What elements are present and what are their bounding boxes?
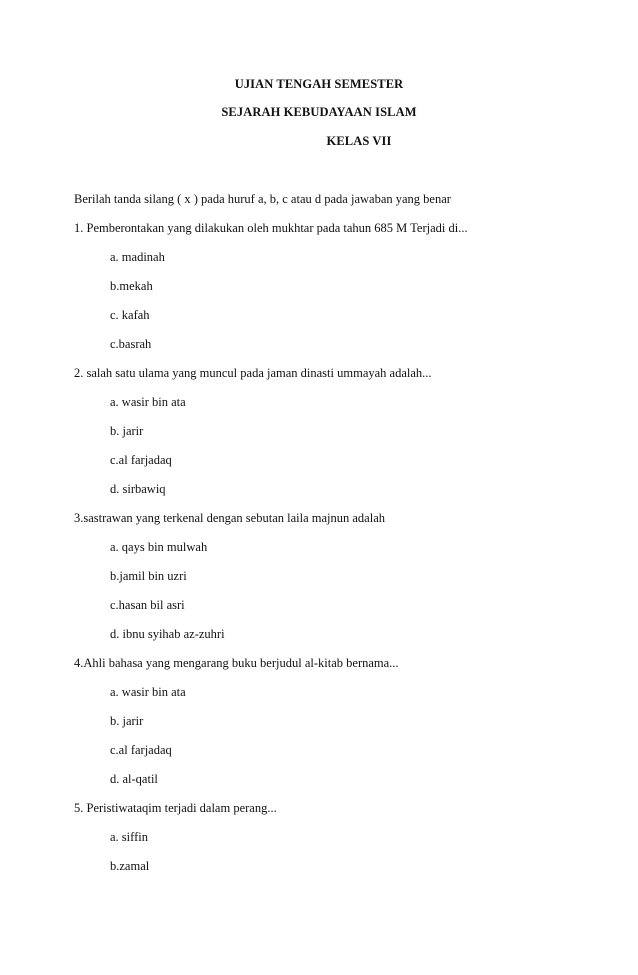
question-2-option-c: c.al farjadaq	[110, 453, 172, 467]
question-2-option-a: a. wasir bin ata	[110, 395, 186, 409]
question-2-option-d: d. sirbawiq	[110, 482, 166, 496]
question-1-option-a: a. madinah	[110, 250, 165, 264]
question-4-option-a: a. wasir bin ata	[110, 685, 186, 699]
question-4-option-b: b. jarir	[110, 714, 144, 728]
exam-subject: SEJARAH KEBUDAYAAN ISLAM	[221, 105, 417, 119]
question-5-option-b: b.zamal	[110, 859, 150, 873]
question-5-option-a: a. siffin	[110, 830, 148, 844]
question-5: 5. Peristiwataqim terjadi dalam perang...	[74, 801, 277, 815]
question-4-option-d: d. al-qatil	[110, 772, 158, 786]
question-3-option-c: c.hasan bil asri	[110, 598, 185, 612]
question-1: 1. Pemberontakan yang dilakukan oleh mukhtar pada tahun 685 M Terjadi di...	[74, 221, 468, 235]
exam-title: UJIAN TENGAH SEMESTER	[234, 77, 404, 91]
question-2: 2. salah satu ulama yang muncul pada jaman dinasti ummayah adalah...	[74, 366, 432, 380]
question-4-option-c: c.al farjadaq	[110, 743, 172, 757]
question-3-option-d: d. ibnu syihab az-zuhri	[110, 627, 225, 641]
exam-class: KELAS VII	[326, 134, 392, 148]
instruction-text: Berilah tanda silang ( x ) pada huruf a, b, c atau d pada jawaban yang benar	[74, 192, 451, 206]
question-4: 4.Ahli bahasa yang mengarang buku berjudul al-kitab bernama...	[74, 656, 399, 670]
question-1-option-c: c. kafah	[110, 308, 150, 322]
question-1-option-d: c.basrah	[110, 337, 152, 351]
question-3-option-b: b.jamil bin uzri	[110, 569, 187, 583]
question-3: 3.sastrawan yang terkenal dengan sebutan laila majnun adalah	[74, 511, 385, 525]
question-1-option-b: b.mekah	[110, 279, 153, 293]
question-2-option-b: b. jarir	[110, 424, 144, 438]
question-3-option-a: a. qays bin mulwah	[110, 540, 208, 554]
